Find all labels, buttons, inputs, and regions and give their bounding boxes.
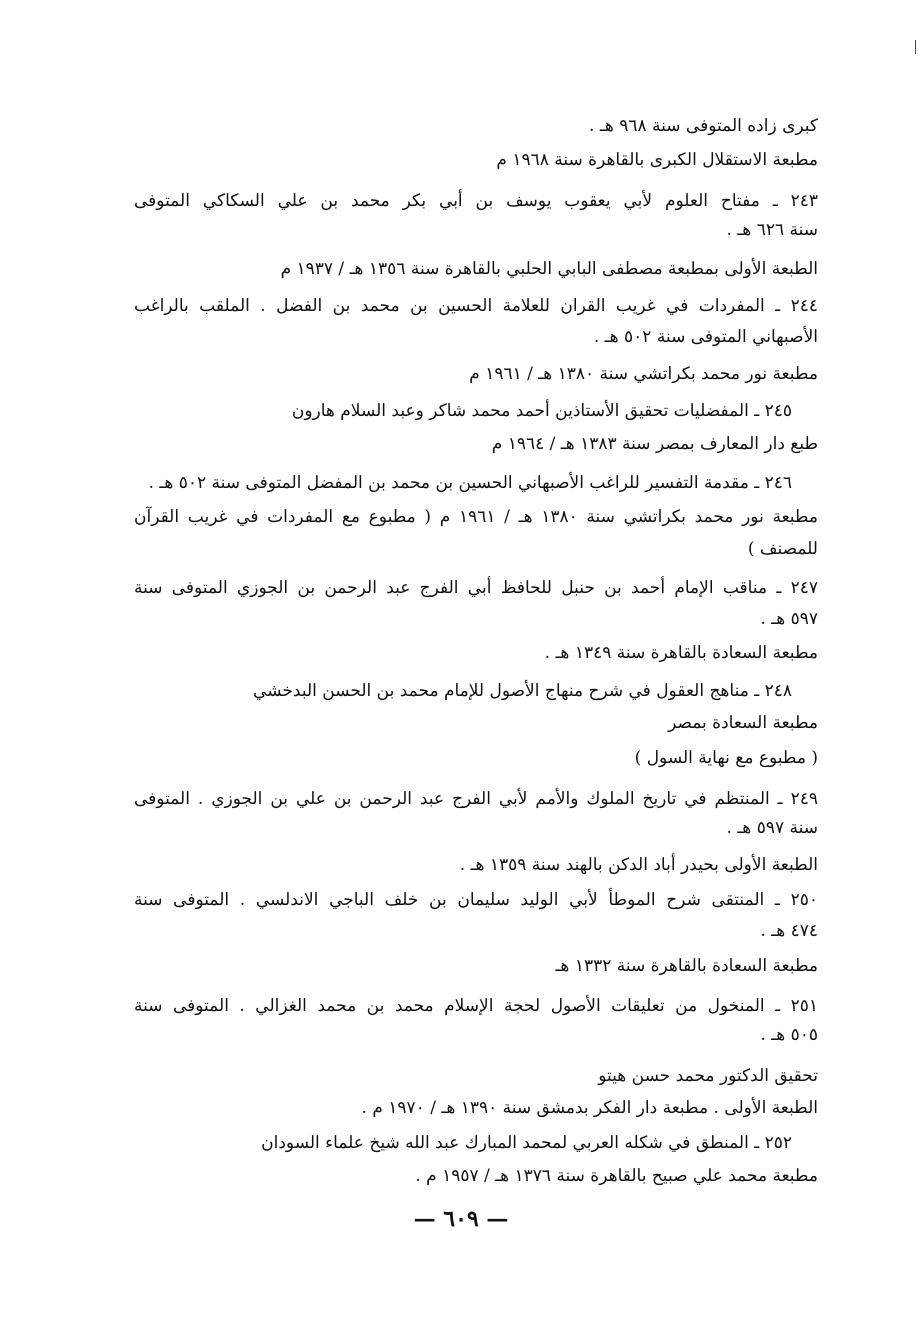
text-line: مطبعة نور محمد بكراتشي سنة ١٣٨٠ هـ / ١٩٦١ م [469,364,818,384]
entry-245: ٢٤٥ ـ المفضليات تحقيق الأستاذين أحمد محمد شاكر وعبد السلام هارون [291,401,792,421]
text-line: مطبعة الاستقلال الكبرى بالقاهرة سنة ١٩٦٨ م [496,150,818,170]
text-line: مطبعة نور محمد بكراتشي سنة ١٣٨٠ هـ / ١٩٦١ م ( مطبوع مع المفردات في غريب القرآن [134,507,818,527]
page-number: — ٦٠٩ — [413,1206,509,1232]
text-line: تحقيق الدكتور محمد حسن هيتو [598,1066,818,1086]
text-line: سنة ٦٢٦ هـ . [726,220,818,240]
entry-250-line-1: ٢٥٠ ـ المنتقى شرح الموطأ لأبي الوليد سليمان بن خلف الباجي الاندلسي . المتوفى سنة [134,890,818,910]
entry-251-line-1: ٢٥١ ـ المنخول من تعليقات الأصول لحجة الإسلام محمد بن محمد الغزالي . المتوفى سنة [134,996,818,1016]
entry-252: ٢٥٢ ـ المنطق في شكله العربي لمحمد المبارك عبد الله شيخ علماء السودان [261,1133,792,1153]
text-line: ٥٠٥ هـ . [760,1025,818,1045]
text-line: مطبعة السعادة بمصر [668,713,818,733]
text-line: مطبعة السعادة بالقاهرة سنة ١٣٤٩ هـ . [544,643,818,663]
text-line: مطبعة محمد علي صبيح بالقاهرة سنة ١٣٧٦ هـ / ١٩٥٧ م . [415,1166,818,1186]
text-line: الطبعة الأولى بمطبعة مصطفى البابي الحلبي بالقاهرة سنة ١٣٥٦ هـ / ١٩٣٧ م [280,259,818,279]
text-line: الطبعة الأولى بحيدر أباد الدكن بالهند سنة ١٣٥٩ هـ . [459,855,818,875]
text-line: الطبعة الأولى . مطبعة دار الفكر بدمشق سنة ١٣٩٠ هـ / ١٩٧٠ م . [361,1098,818,1118]
entry-249-line-1: ٢٤٩ ـ المنتظم في تاريخ الملوك والأمم لأبي الفرج عبد الرحمن بن علي بن الجوزي . المتوفى [134,789,818,809]
text-line: كبرى زاده المتوفى سنة ٩٦٨ هـ . [589,116,818,136]
entry-248: ٢٤٨ ـ مناهج العقول في شرح منهاج الأصول للإمام محمد بن الحسن البدخشي [253,681,792,701]
text-line: ٥٩٧ هـ . [760,609,818,629]
text-line: سنة ٥٩٧ هـ . [726,818,818,838]
entry-246: ٢٤٦ ـ مقدمة التفسير للراغب الأصبهاني الحسين بن محمد بن المفضل المتوفى سنة ٥٠٢ هـ . [148,473,792,493]
entry-244-line-1: ٢٤٤ ـ المفردات في غريب القران للعلامة الحسين بن محمد بن الفضل . الملقب بالراغب [134,296,818,316]
text-line: الأصبهاني المتوفى سنة ٥٠٢ هـ . [593,327,818,347]
page-edge-mark [915,40,916,54]
entry-243-line-1: ٢٤٣ ـ مفتاح العلوم لأبي يعقوب يوسف بن أبي بكر محمد بن علي السكاكي المتوفى [134,191,818,211]
text-line: طبع دار المعارف بمصر سنة ١٣٨٣ هـ / ١٩٦٤ م [491,434,818,454]
text-line: ( مطبوع مع نهاية السول ) [634,748,818,768]
entry-247-line-1: ٢٤٧ ـ مناقب الإمام أحمد بن حنبل للحافظ أبي الفرج عبد الرحمن بن الجوزي المتوفى سنة [134,578,818,598]
text-line: مطبعة السعادة بالقاهرة سنة ١٣٣٢ هـ [555,956,818,976]
text-line: للمصنف ) [747,539,818,559]
text-line: ٤٧٤ هـ . [760,921,818,941]
